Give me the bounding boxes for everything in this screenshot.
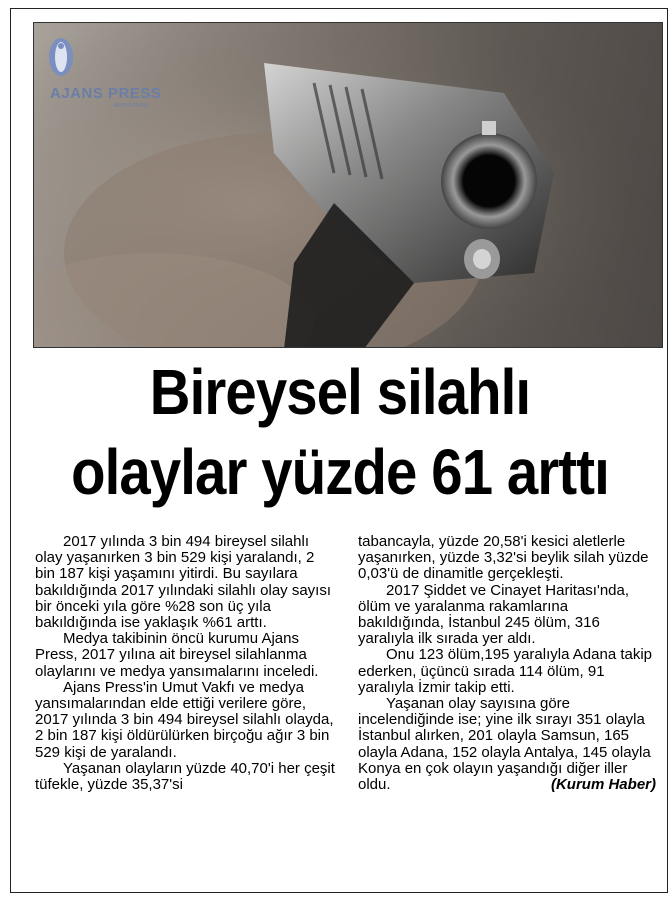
ajans-press-logo (48, 37, 168, 117)
paragraph: Yaşanan olay sayısına göre incelendiğinde ise; yine ilk sırayı 351 olayla İstanbul alırken, 201 olayla Samsun, 165 olayla Adana, 152 olayla Antalya, 145 olayla Konya en çok olayın yaşandığı diğer iller oldu. (358, 695, 651, 794)
headline-line-1: Bireysel silahlı (149, 356, 531, 428)
article-column-left (35, 534, 335, 793)
article-photo (33, 22, 663, 348)
paragraph: Yaşanan olayların yüzde 40,70'i her çeşit tüfekle, yüzde 35,37'si (35, 759, 335, 794)
paragraph: Onu 123 ölüm,195 yaralıyla Adana takip ederken, üçüncü sırada 114 ölüm, 91 yaralıyla İzmir takip etti. (358, 646, 653, 696)
article-column-right (358, 534, 658, 793)
ajans-press-logo-icon (48, 37, 74, 77)
logo-subtext: MEDYA TAKİBİ (114, 103, 148, 109)
headline-line-2: olaylar yüzde 61 arttı (71, 436, 609, 508)
paragraph: 2017 Şiddet ve Cinayet Haritası'nda, ölüm ve yaralanma rakamlarına bakıldığında, İstanbul 245 ölüm, 316 yaralıyla ilk sırada yer aldı. (358, 581, 630, 648)
logo-text: AJANS PRESS (50, 85, 162, 102)
paragraph: Ajans Press'in Umut Vakfı ve medya yansımalarından elde ettiği verilere göre, 2017 yılında 3 bin 494 bireysel silahlı olayda, 2 bin 187 kişi öldürülürken birçoğu ağır 3 bin 529 kişi de yaralandı. (35, 678, 334, 761)
paragraph: 2017 yılında 3 bin 494 bireysel silahlı olay yaşanırken 3 bin 529 kişi yaralandı, 2 bin 187 kişi yaşamını yitirdi. Bu sayılara bakıldığında 2017 yılındaki silahlı olay sayısı bir önceki yıla göre %28 son üç yıla bakıldığında ise yaklaşık %61 arttı. (35, 533, 332, 632)
paragraph: tabancayla, yüzde 20,58'i kesici aletlerle yaşanırken, yüzde 3,32'si beylik silah yüzde 0,03'ü de dinamitle gerçekleşti. (358, 533, 649, 583)
headline (58, 352, 621, 512)
article-credit: (Kurum Haber) (550, 776, 656, 794)
paragraph: Medya takibinin öncü kurumu Ajans Press, 2017 yılına ait bireysel silahlanma olaylarını ve medya yansımalarını inceledi. (35, 630, 319, 680)
